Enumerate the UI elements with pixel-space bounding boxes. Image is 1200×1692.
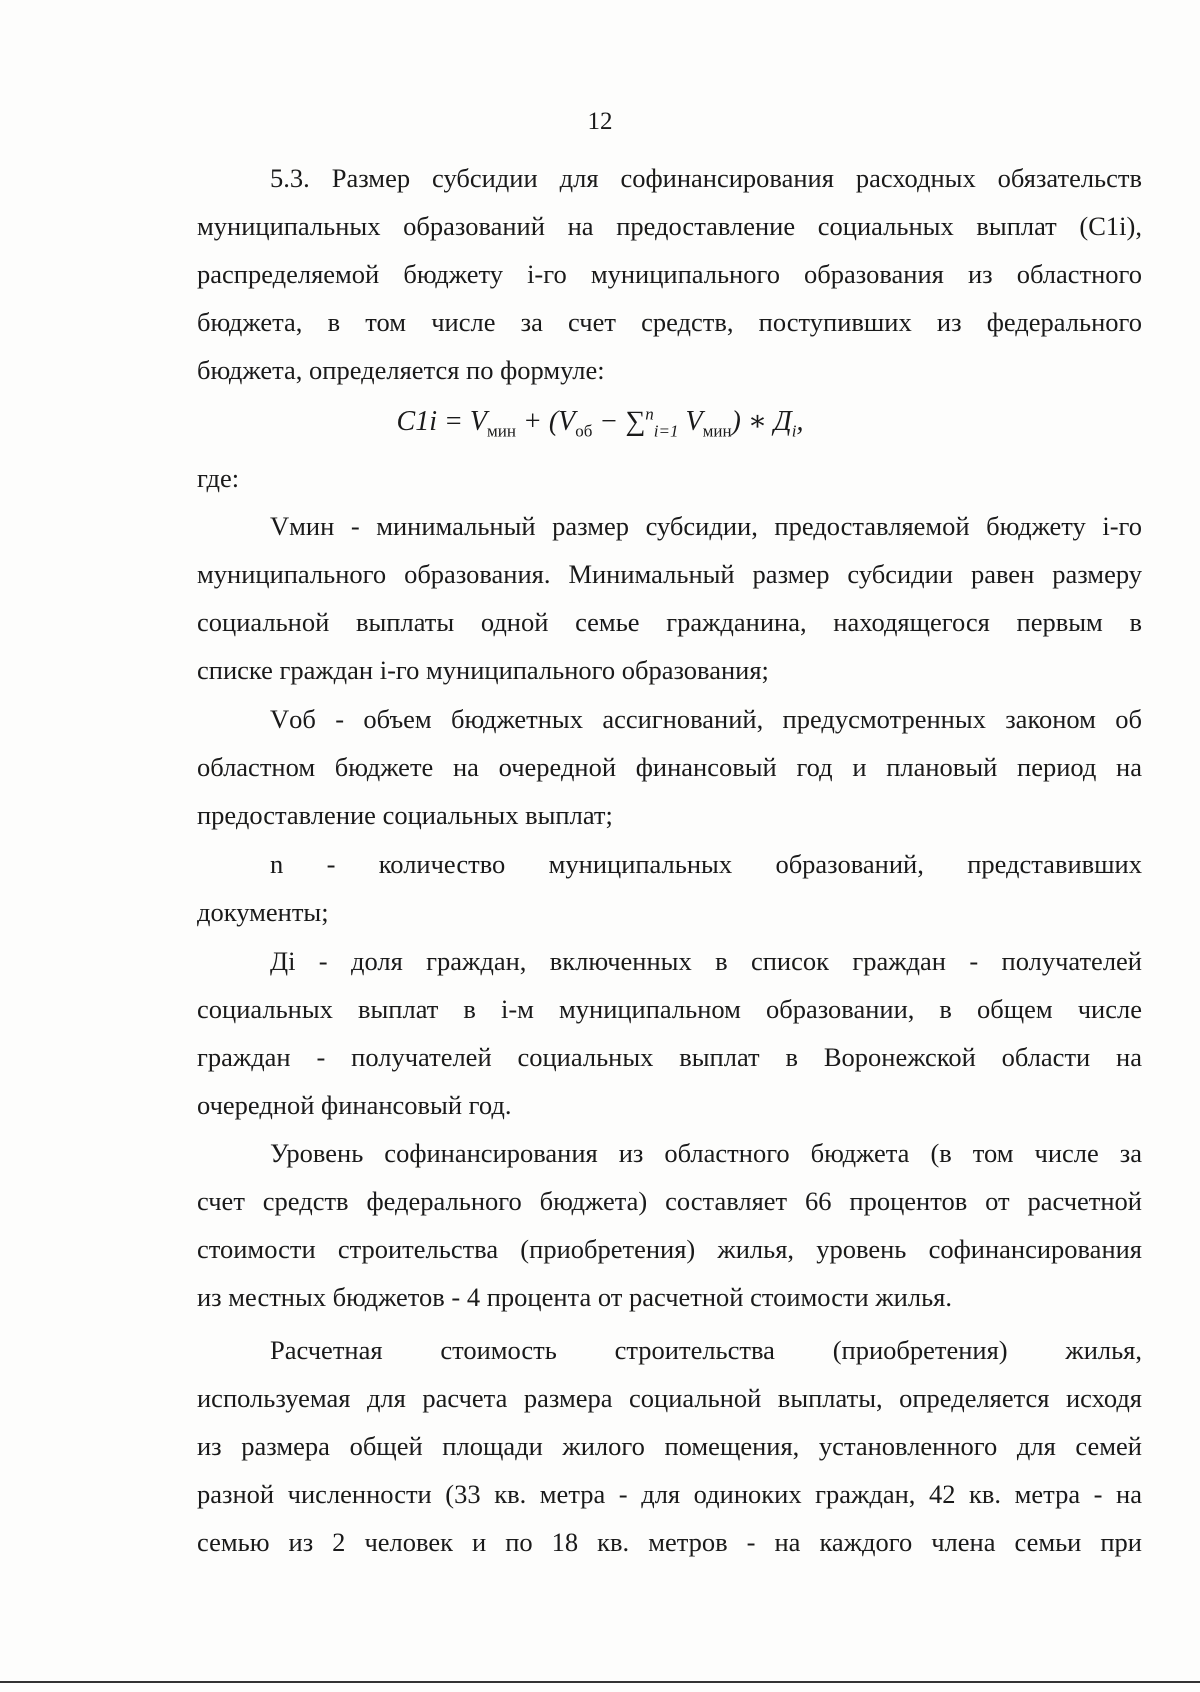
text-line: муниципального образования. Минимальный размер субсидии равен размеру (197, 559, 1142, 589)
text-line: семью из 2 человек и по 18 кв. метров - на каждого члена семьи при (197, 1527, 1142, 1557)
formula-part: − ∑ (592, 406, 646, 437)
formula-part: C1i = V (396, 406, 487, 437)
text-line: Vоб - объем бюджетных ассигнований, предусмотренных законом об (270, 704, 1142, 734)
text-line: социальных выплат в i-м муниципальном образовании, в общем числе (197, 994, 1142, 1024)
text-line: Vмин - минимальный размер субсидии, предоставляемой бюджету i-го (270, 511, 1142, 541)
text-line: предоставление социальных выплат; (197, 800, 613, 830)
text-line: социальной выплаты одной семье гражданина, находящегося первым в (197, 607, 1142, 637)
text-line: из местных бюджетов - 4 процента от расчетной стоимости жилья. (197, 1282, 952, 1312)
formula-subscript: мин (486, 421, 516, 441)
text-line: 5.3. Размер субсидии для софинансирования расходных обязательств (270, 163, 1142, 193)
text-line: муниципальных образований на предоставление социальных выплат (С1i), (197, 211, 1142, 241)
formula-subscript: i (791, 421, 797, 441)
text-line: бюджета, в том числе за счет средств, поступивших из федерального (197, 307, 1142, 337)
formula-subscript: мин (702, 421, 732, 441)
text-line: используемая для расчета размера социальной выплаты, определяется исходя (197, 1383, 1142, 1413)
text-line: Уровень софинансирования из областного бюджета (в том числе за (270, 1138, 1142, 1168)
text-line: из размера общей площади жилого помещения, установленного для семей (197, 1431, 1142, 1461)
formula-part: , (796, 406, 804, 437)
formula-subscript: об (575, 421, 593, 441)
text-line: документы; (197, 897, 329, 927)
page-number: 12 (587, 108, 613, 135)
scan-bottom-edge (0, 1681, 1200, 1683)
where-label: где: (197, 463, 240, 493)
text-line: счет средств федерального бюджета) составляет 66 процентов от расчетной (197, 1186, 1142, 1216)
text-line: бюджета, определяется по формуле: (197, 355, 605, 385)
text-line: Дi - доля граждан, включенных в список граждан - получателей (270, 946, 1142, 976)
formula-part: ) ∗ Д (731, 406, 792, 437)
subsidy-formula (0, 404, 1200, 442)
formula-superscript: n (645, 404, 654, 424)
text-line: распределяемой бюджету i-го муниципального образования из областного (197, 259, 1142, 289)
text-line: областном бюджете на очередной финансовый год и плановый период на (197, 752, 1142, 782)
formula-subscript: i=1 (653, 421, 679, 441)
text-line: стоимости строительства (приобретения) жилья, уровень софинансирования (197, 1234, 1142, 1264)
text-line: списке граждан i-го муниципального образования; (197, 655, 769, 685)
text-line: Расчетная стоимость строительства (приобретения) жилья, (270, 1335, 1142, 1365)
text-line: граждан - получателей социальных выплат в Воронежской области на (197, 1042, 1142, 1072)
text-line: n - количество муниципальных образований, представивших (270, 849, 1142, 879)
formula-part: + (V (515, 406, 576, 437)
formula-part: V (678, 406, 703, 437)
text-line: разной численности (33 кв. метра - для одиноких граждан, 42 кв. метра - на (197, 1479, 1142, 1509)
text-line: очередной финансовый год. (197, 1090, 512, 1120)
